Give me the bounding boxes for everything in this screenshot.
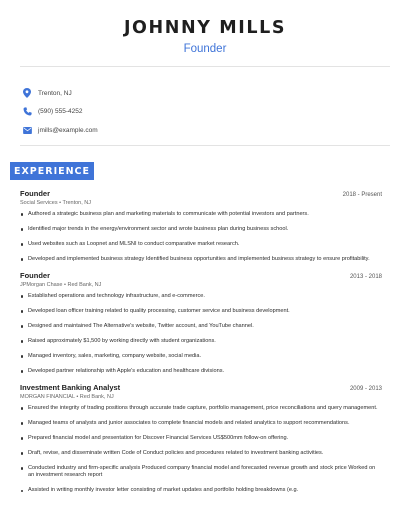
header-divider [20, 66, 390, 67]
job-title: Founder [20, 271, 50, 280]
job-heading [20, 271, 382, 280]
job-bullet: Developed loan officer training related to quality processing, customer service and business development. [20, 308, 382, 315]
contact-email-text: jmills@example.com [38, 126, 98, 134]
contact-location [20, 84, 98, 103]
job-bullet: Identified major trends in the energy/environment sector and wrote business plan during business school. [20, 226, 382, 233]
job-bullet: Established operations and technology infrastructure, and e-commerce. [20, 293, 382, 300]
job-bullet: Conducted industry and firm-specific analysis Produced company financial model and forecasted revenue growth and stock price Worked on an investment research report [20, 465, 382, 480]
job-heading [20, 189, 382, 198]
job-bullet: Designed and maintained The Alternative's website, Twitter account, and YouTube channel. [20, 323, 382, 330]
contact-email [20, 121, 98, 140]
job-dates: 2009 - 2013 [349, 386, 382, 392]
job-bullet: Ensured the integrity of trading positions through accurate trade capture, portfolio management, price reconciliations and query management. [20, 405, 382, 412]
location-pin-icon [20, 86, 34, 100]
job-bullet: Developed and implemented business strategy Identified business opportunities and implemented business strategy to ensure profitability. [20, 256, 382, 263]
job-entry [20, 383, 382, 495]
job-dates: 2013 - 2018 [349, 274, 382, 280]
resume-header [0, 0, 410, 55]
email-icon [20, 123, 34, 137]
job-heading [20, 383, 382, 392]
job-bullet: Managed inventory, sales, marketing, company website, social media. [20, 353, 382, 360]
contact-location-text: Trenton, NJ [38, 89, 72, 97]
contact-list [20, 84, 98, 140]
phone-icon [20, 105, 34, 119]
candidate-name: JOHNNY MILLS [123, 18, 287, 38]
job-company: MORGAN FINANCIAL • Red Bank, NJ [20, 394, 114, 400]
candidate-role: Founder [183, 43, 227, 55]
job-bullet: Managed teams of analysts and junior associates to complete financial models and related analytics to support recommendations. [20, 420, 382, 427]
job-company: Social Services • Trenton, NJ [20, 200, 92, 206]
job-entry [20, 189, 382, 263]
job-bullet: Authored a strategic business plan and marketing materials to communicate with potential investors and partners. [20, 211, 382, 218]
contact-divider [20, 145, 390, 146]
job-entry [20, 271, 382, 375]
job-bullets [20, 293, 382, 375]
job-bullet: Assisted in writing monthly investor letter consisting of market updates and portfolio holding breakdowns (e.g. [20, 487, 382, 494]
job-title: Founder [20, 189, 50, 198]
job-bullets [20, 405, 382, 495]
job-bullet: Raised approximately $1,500 by working directly with student organizations. [20, 338, 382, 345]
job-bullet: Used websites such as Loopnet and MLSNI to conduct comparative market research. [20, 241, 382, 248]
job-title: Investment Banking Analyst [20, 383, 121, 392]
job-bullet: Developed partner relationship with Apple's education and healthcare divisions. [20, 368, 382, 375]
section-title-experience: EXPERIENCE [10, 162, 94, 180]
job-dates: 2018 - Present [342, 192, 382, 198]
job-bullet: Draft, revise, and disseminate written Code of Conduct policies and procedures related to investment banking activities. [20, 450, 382, 457]
contact-phone [20, 103, 98, 122]
contact-phone-text: (590) 555-4252 [38, 108, 83, 116]
job-bullet: Prepared financial model and presentation for Discover Financial Services US$500mm follow-on offering. [20, 435, 382, 442]
experience-list [20, 189, 382, 502]
job-company: JPMorgan Chase • Red Bank, NJ [20, 282, 102, 288]
job-bullets [20, 211, 382, 263]
